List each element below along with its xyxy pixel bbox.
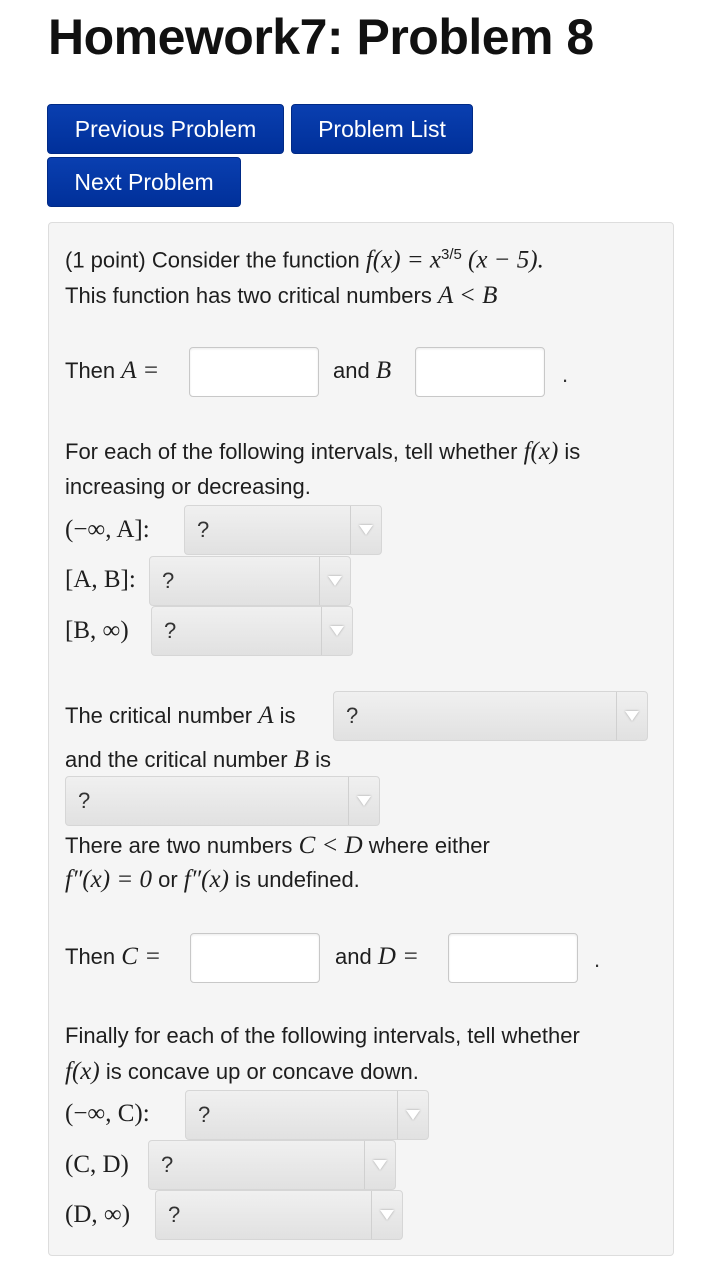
critical-numbers-statement (65, 282, 497, 310)
select-value: ? (198, 1102, 211, 1127)
answer-a-input[interactable] (189, 347, 319, 397)
concave-1-select[interactable] (185, 1090, 429, 1140)
concave-3-select[interactable] (155, 1190, 403, 1240)
period: . (594, 947, 601, 972)
and-d-label: and D = (335, 943, 420, 970)
then-a-label (65, 357, 159, 385)
intervals-intro-text: For each of the following intervals, tell whether (65, 439, 518, 464)
chevron-down-icon (364, 1141, 395, 1189)
interval-label: (−∞, A]: (65, 516, 150, 543)
interval-1-select[interactable] (184, 505, 382, 555)
answer-d-input[interactable] (448, 933, 578, 983)
select-value: ? (346, 703, 359, 728)
cd-statement-line2: f″(x) = 0 or f″(x) is undefined. (65, 866, 360, 893)
chevron-down-icon (350, 506, 381, 554)
crit-b-select[interactable] (65, 776, 380, 826)
chevron-down-icon (321, 607, 352, 655)
interval-label: [B, ∞) (65, 617, 129, 644)
crit-a-select[interactable] (333, 691, 648, 741)
intro-exponent: 3/5 (441, 246, 462, 263)
concave-2-select[interactable] (148, 1140, 396, 1190)
answer-b-input[interactable] (415, 347, 545, 397)
and-word: and (333, 358, 370, 383)
select-value: ? (168, 1202, 181, 1227)
next-problem-button[interactable]: Next Problem (47, 157, 241, 207)
interval-label: [A, B]: (65, 566, 136, 593)
critical-numbers-text: This function has two critical numbers (65, 283, 432, 308)
select-value: ? (78, 788, 91, 813)
select-value: ? (164, 618, 177, 643)
intervals-intro-line2: increasing or decreasing. (65, 474, 311, 499)
a-less-than-b: A < B (437, 282, 498, 309)
interval-2-select[interactable] (149, 556, 351, 606)
chevron-down-icon (319, 557, 350, 605)
intervals-intro-line1 (65, 438, 580, 466)
intro-points-text: (1 point) Consider the function (65, 247, 360, 273)
a-equals: A = (121, 357, 160, 384)
concave-interval-label: (C, D) (65, 1151, 129, 1178)
then-word: Then (65, 358, 116, 383)
page-title: Homework7: Problem 8 (48, 9, 594, 65)
problem-list-button[interactable]: Problem List (291, 104, 473, 154)
chevron-down-icon (371, 1191, 402, 1239)
then-c-label: Then C = (65, 943, 162, 970)
is-word: is (564, 439, 581, 464)
chevron-down-icon (348, 777, 379, 825)
concave-interval-label: (−∞, C): (65, 1100, 150, 1127)
concave-intro-line2: f(x) is concave up or concave down. (65, 1058, 419, 1085)
and-b-label (333, 357, 391, 385)
chevron-down-icon (616, 692, 647, 740)
b-variable: B (375, 357, 392, 384)
select-value: ? (161, 1152, 174, 1177)
chevron-down-icon (397, 1091, 428, 1139)
concave-intro-line1: Finally for each of the following intervals, tell whether (65, 1023, 580, 1048)
select-value: ? (197, 517, 210, 542)
interval-3-select[interactable] (151, 606, 353, 656)
crit-a-statement: The critical number A is (65, 702, 296, 729)
cd-statement-line1: There are two numbers C < D where either (65, 832, 490, 859)
answer-c-input[interactable] (190, 933, 320, 983)
intro-function-tail: (x − 5). (468, 246, 544, 274)
concave-interval-label: (D, ∞) (65, 1201, 131, 1228)
problem-intro (65, 246, 544, 274)
crit-b-statement: and the critical number B is (65, 746, 331, 773)
f-of-x: f(x) (523, 438, 559, 465)
intro-function: f(x) = x (365, 246, 442, 274)
select-value: ? (162, 568, 175, 593)
previous-problem-button[interactable]: Previous Problem (47, 104, 284, 154)
period: . (562, 362, 569, 387)
